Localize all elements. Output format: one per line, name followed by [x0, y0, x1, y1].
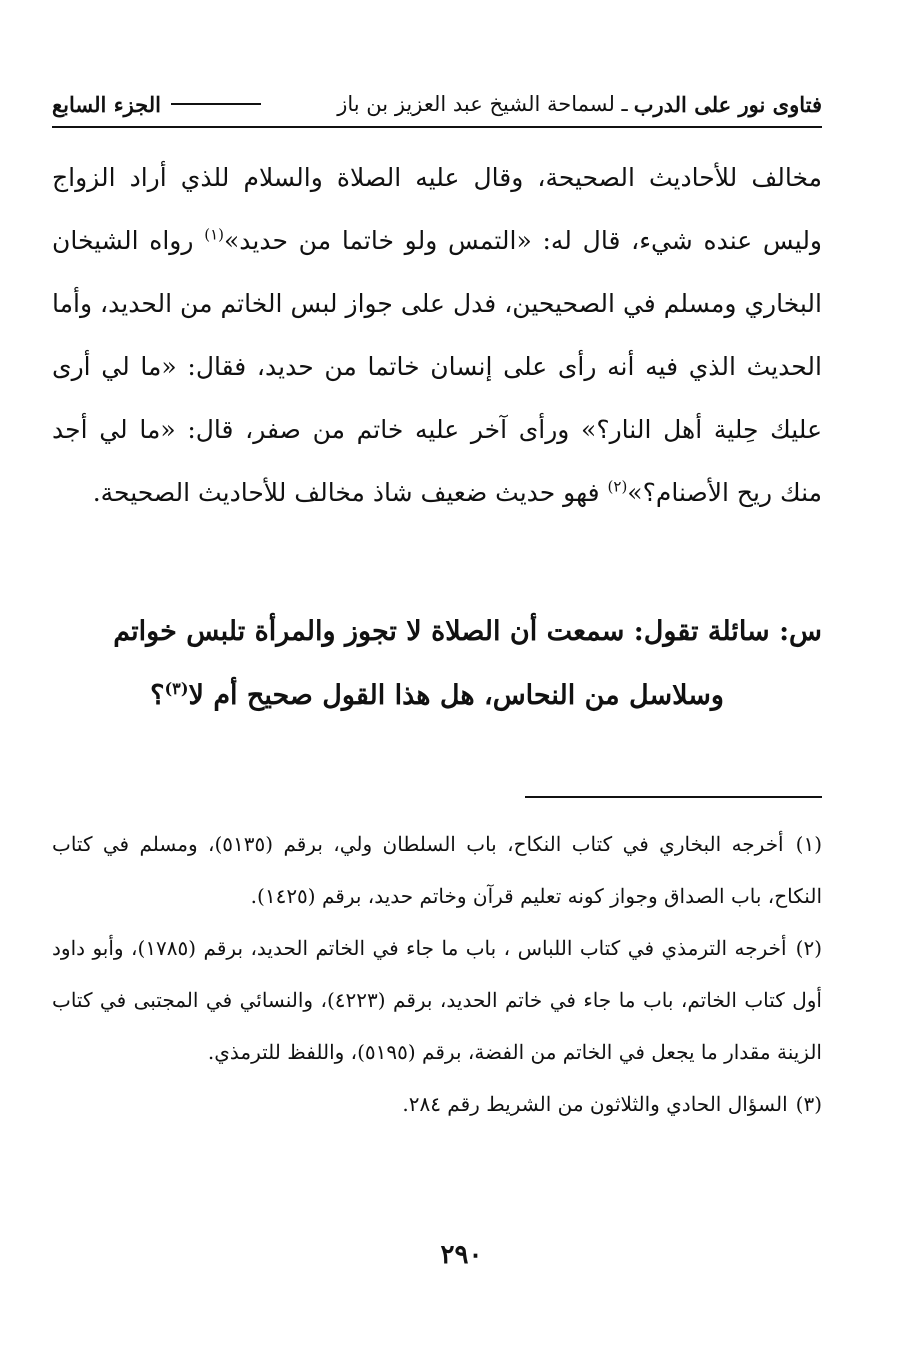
running-header	[52, 86, 822, 122]
header-part-group	[52, 92, 271, 117]
footnote-text: أخرجه البخاري في كتاب النكاح، باب السلطان ولي، برقم (٥١٣٥)، ومسلم في كتاب النكاح، باب الصداق وجواز كونه تعليم قرآن وخاتم حديد، برقم (١٤٢٥).	[52, 832, 822, 908]
footnote-ref-2: (٢)	[607, 477, 628, 496]
question-line-1: س: سائلة تقول: سمعت أن الصلاة لا تجوز والمرأة تلبس خواتم	[113, 616, 822, 647]
body-text	[52, 146, 822, 524]
body-segment-a: مخالف للأحاديث الصحيحة، وقال عليه الصلاة والسلام للذي أراد الزواج وليس عنده شيء، قال له: «التمس ولو خاتما من حديد»	[52, 163, 823, 255]
footnote-number: (٢)	[795, 936, 822, 960]
footnote-ref-3: (٣)	[164, 679, 189, 698]
body-segment-c: فهو حديث ضعيف شاذ مخالف للأحاديث الصحيحة.	[92, 478, 608, 507]
footnote-1	[52, 818, 822, 922]
footnote-text: أخرجه الترمذي في كتاب اللباس ، باب ما جاء في الخاتم الحديد، برقم (١٧٨٥)، وأبو داود أول كتاب الخاتم، باب ما جاء في خاتم الحديد، برقم (٤٢٢٣)، والنسائي في المجتبى في كتاب الزينة مقدار ما يجعل في الخاتم من الفضة، برقم (٥١٩٥)، واللفظ للترمذي.	[52, 936, 822, 1064]
header-dash-rule	[171, 103, 261, 105]
header-divider	[52, 126, 822, 128]
page-number: ٢٩٠	[440, 1240, 483, 1270]
question-heading	[52, 600, 822, 728]
book-title: فتاوى نور على الدرب	[633, 91, 822, 117]
header-author: ـ لسماحة الشيخ عبد العزيز بن باز	[337, 92, 628, 116]
footnote-3	[52, 1078, 822, 1130]
question-mark: ؟	[150, 680, 165, 711]
footnote-text: السؤال الحادي والثلاثون من الشريط رقم ٢٨٤.	[402, 1092, 788, 1116]
question-line-2-wrap	[52, 664, 822, 728]
footnote-ref-1: (١)	[204, 225, 224, 244]
footnote-number: (١)	[795, 832, 822, 856]
body-segment-b: رواه الشيخان البخاري ومسلم في الصحيحين، فدل على جواز لبس الخاتم من الحديد، وأما الحديث الذي فيه أنه رأى على إنسان خاتما من حديد، فقال: «ما لي أرى عليك حِلية أهل النار؟» ورأى آخر عليه خاتم من صفر، قال: «ما لي أجد منك ريح الأصنام؟»	[52, 226, 822, 507]
footnotes	[52, 818, 822, 1130]
footnote-divider	[525, 796, 822, 798]
footnote-number: (٣)	[795, 1092, 822, 1116]
part-label: الجزء السابع	[52, 91, 161, 117]
body-paragraph	[52, 146, 822, 524]
header-title-group	[337, 92, 822, 117]
footnote-2	[52, 922, 822, 1078]
question-line-2: وسلاسل من النحاس، هل هذا القول صحيح أم لا	[188, 680, 724, 711]
